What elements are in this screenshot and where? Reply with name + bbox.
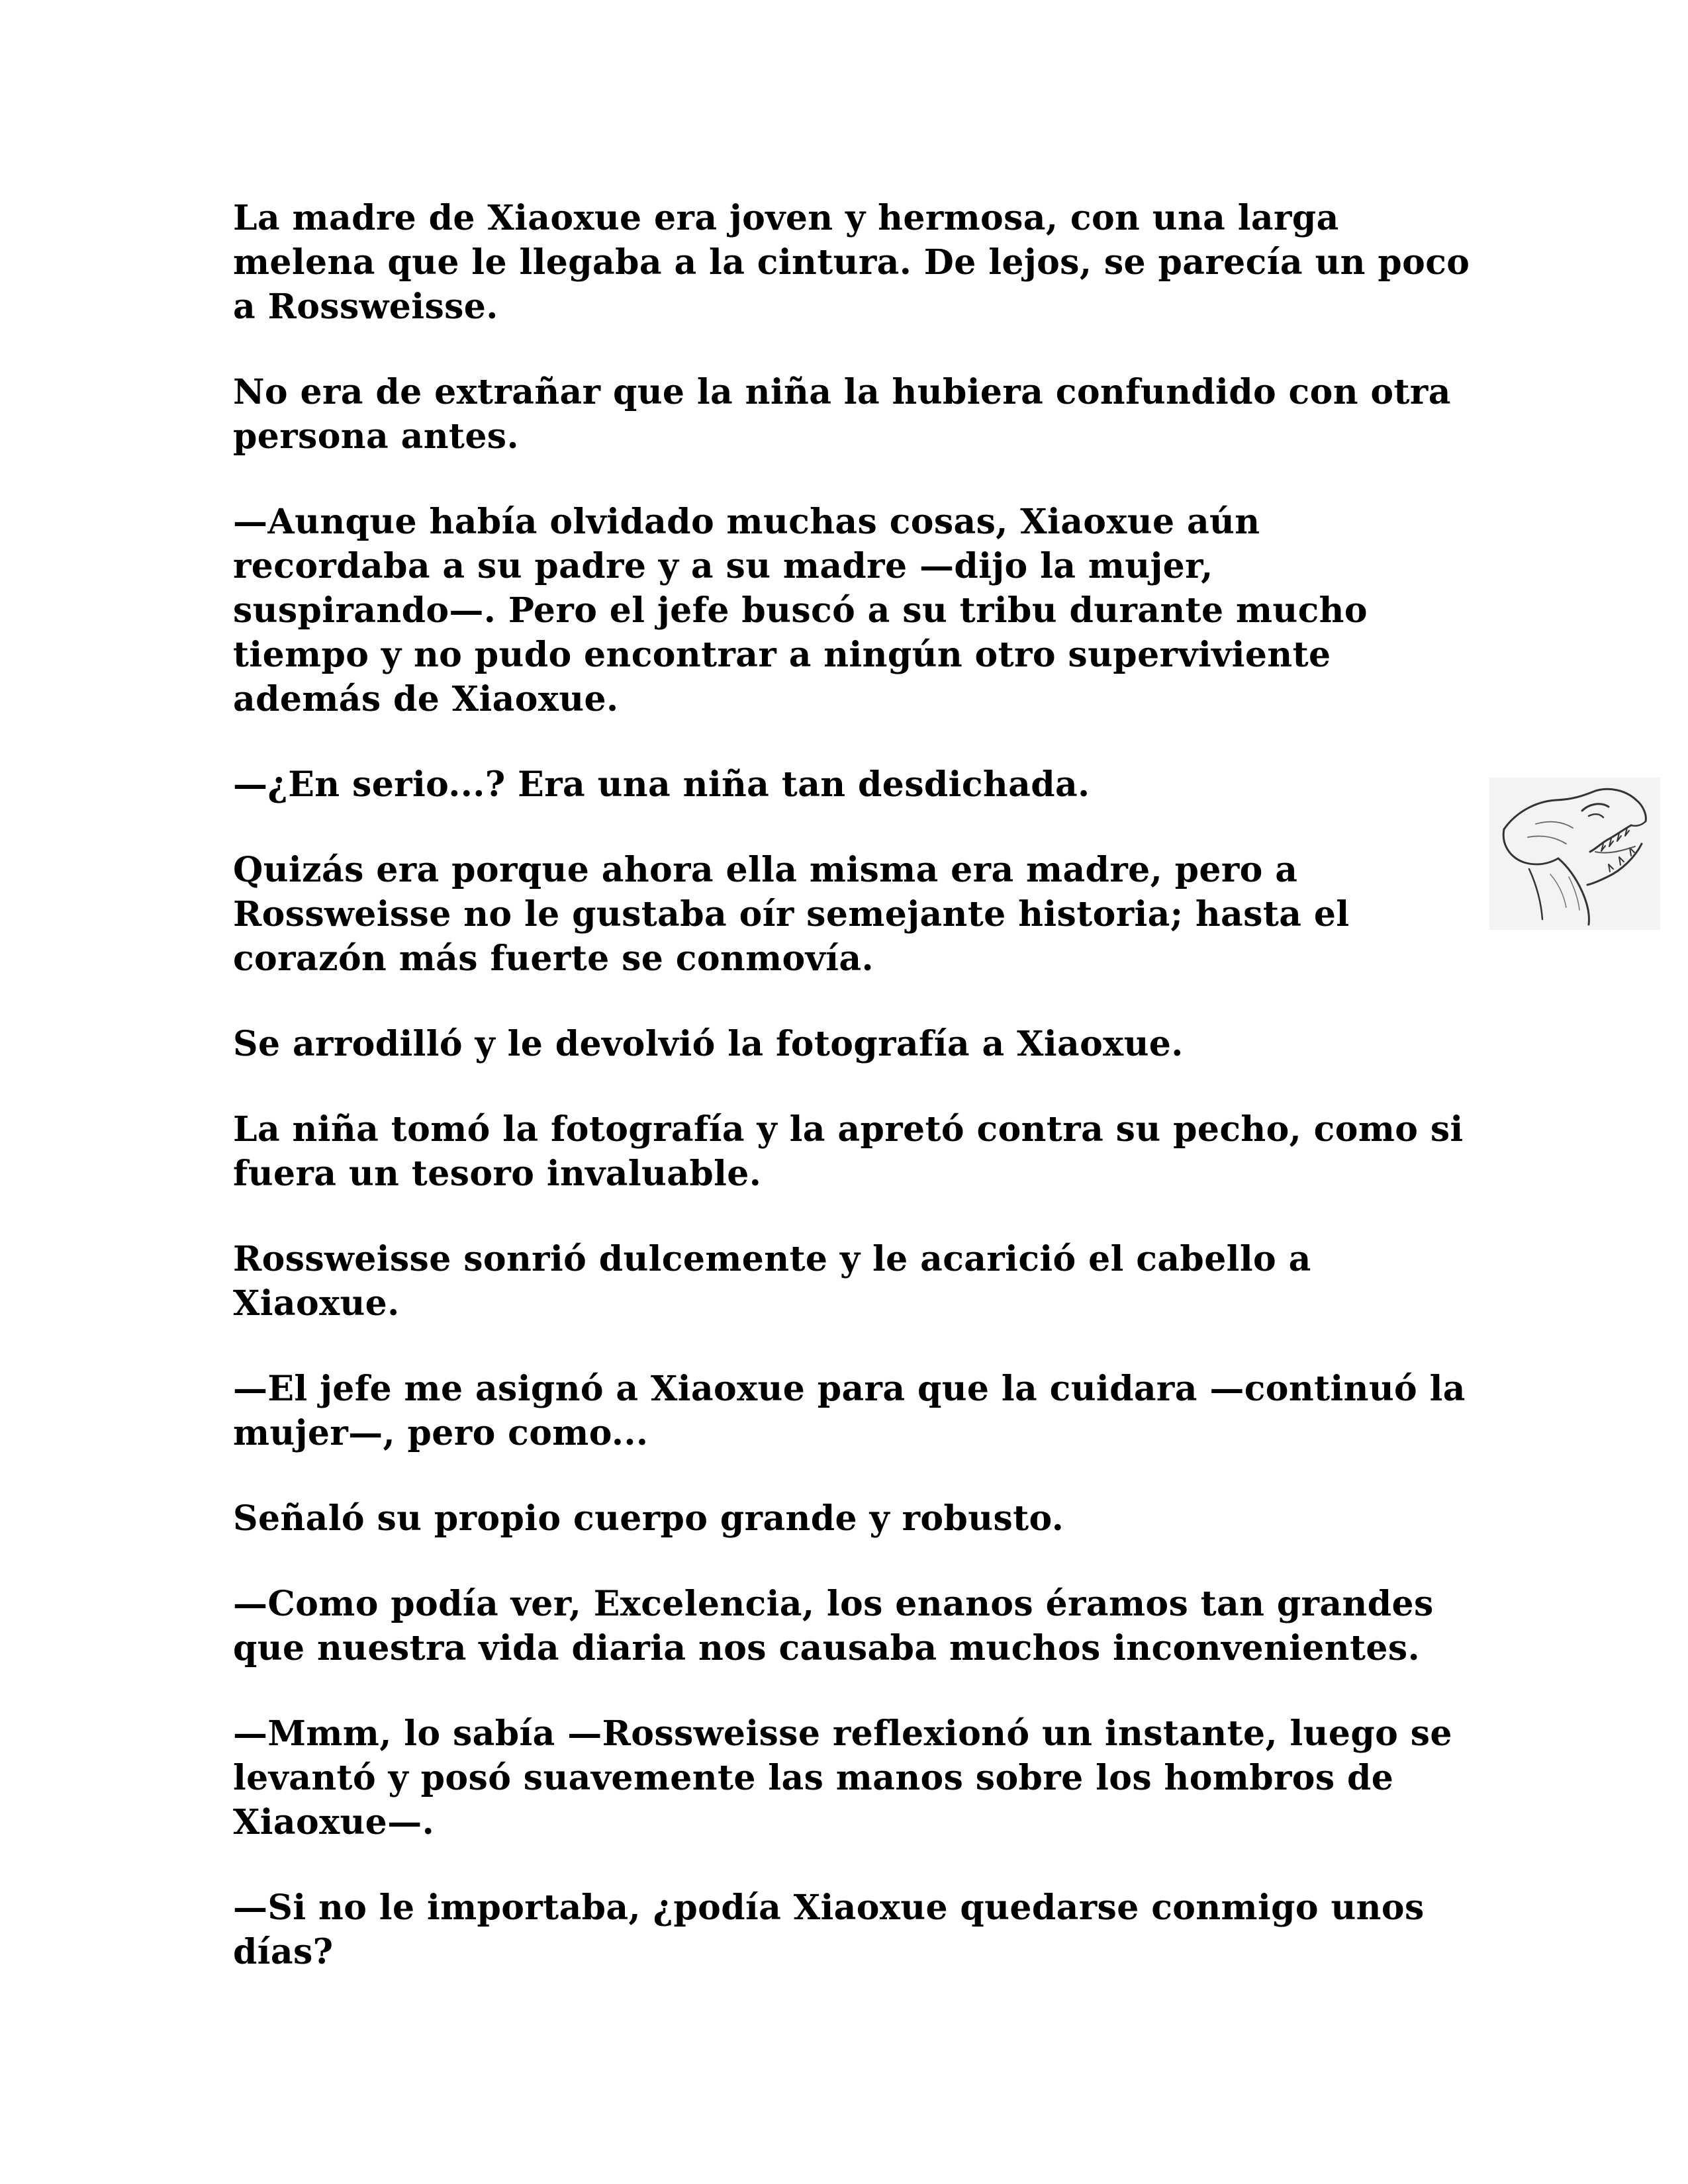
paragraph-11: —Como podía ver, Excelencia, los enanos éramos tan grandes que nuestra vida diaria nos causaba muchos inconvenientes. (233, 1584, 1434, 1668)
paragraph-5: Quizás era porque ahora ella misma era madre, pero a Rossweisse no le gustaba oír semejante historia; hasta el corazón más fuerte se conmovía. (233, 850, 1350, 979)
paragraph-7: La niña tomó la fotografía y la apretó contra su pecho, como si fuera un tesoro invaluable. (233, 1109, 1464, 1194)
paragraph-12: —Mmm, lo sabía —Rossweisse reflexionó un instante, luego se levantó y posó suavemente las manos sobre los hombros de Xiaoxue—. (233, 1713, 1452, 1843)
paragraph-3: —Aunque había olvidado muchas cosas, Xiaoxue aún recordaba a su padre y a su madre —dijo la mujer, suspirando—. Pero el jefe buscó a su tribu durante mucho tiempo y no pudo encontrar a ningún otro superviviente además de Xiaoxue. (233, 502, 1368, 719)
paragraph-2: No era de extrañar que la niña la hubiera confundido con otra persona antes. (233, 372, 1451, 457)
body-text (233, 196, 1477, 2015)
paragraph-1: La madre de Xiaoxue era joven y hermosa, con una larga melena que le llegaba a la cintura. De lejos, se parecía un poco a Rossweisse. (233, 198, 1470, 327)
paragraph-9: —El jefe me asignó a Xiaoxue para que la cuidara —continuó la mujer—, pero como... (233, 1369, 1466, 1453)
paragraph-8: Rossweisse sonrió dulcemente y le acarició el cabello a Xiaoxue. (233, 1239, 1311, 1324)
paragraph-4: —¿En serio...? Era una niña tan desdichada. (233, 764, 1090, 805)
dinosaur-head-sketch-icon (1489, 778, 1660, 930)
paragraph-6: Se arrodilló y le devolvió la fotografía a Xiaoxue. (233, 1024, 1184, 1064)
paragraph-10: Señaló su propio cuerpo grande y robusto. (233, 1498, 1064, 1539)
paragraph-13: —Si no le importaba, ¿podía Xiaoxue quedarse conmigo unos días? (233, 1888, 1425, 1972)
